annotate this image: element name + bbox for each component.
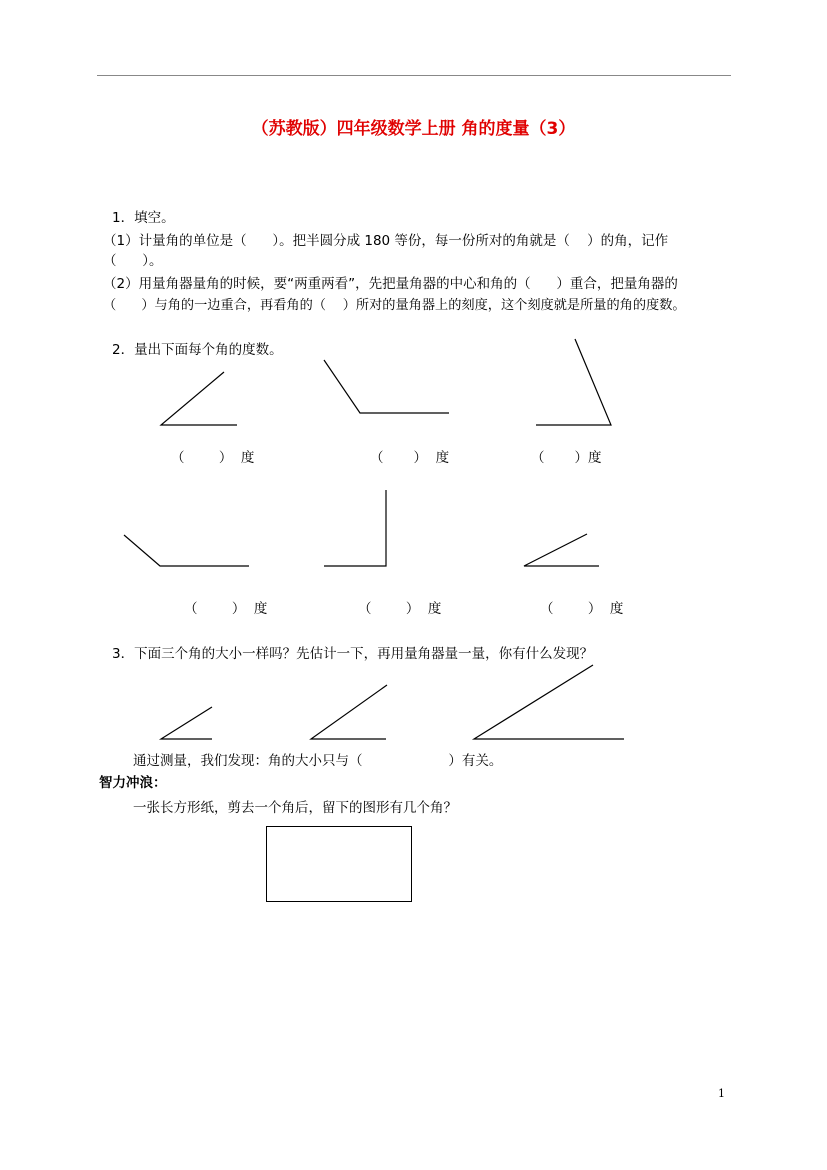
page-number: 1 — [718, 1087, 725, 1100]
q1-part2-line1: （2）用量角器量角的时候，要“两重两看”，先把量角器的中心和角的（ ）重合，把量角器的 — [103, 276, 678, 292]
answer-1: （ ） 度 — [171, 450, 255, 466]
page-title: （苏教版）四年级数学上册 角的度量（3） — [251, 119, 576, 139]
q1-heading: 1．填空。 — [112, 210, 175, 226]
bonus-heading: 智力冲浪： — [99, 775, 167, 791]
angle-5 — [324, 490, 386, 566]
angle-6 — [524, 534, 599, 566]
angle-small — [161, 707, 212, 739]
angle-2 — [324, 360, 449, 413]
q1-part2-line2: （ ）与角的一边重合，再看角的（ ）所对的量角器上的刻度，这个刻度就是所量的角的度数。 — [103, 298, 686, 313]
answer-6: （ ） 度 — [540, 601, 624, 617]
q3-heading: 3．下面三个角的大小一样吗？先估计一下，再用量角器量一量，你有什么发现？ — [112, 646, 594, 662]
answer-3: （ ）度 — [531, 450, 602, 466]
q1-part1-line2: （ ）。 — [103, 253, 163, 269]
angle-1 — [161, 372, 237, 425]
q1-part1-line1: （1）计量角的单位是（ ）。把半圆分成 180 等份，每一份所对的角就是（ ）的角，记作 — [103, 233, 669, 249]
answer-4: （ ） 度 — [184, 601, 268, 617]
angle-4 — [124, 535, 249, 566]
angle-3 — [536, 339, 611, 425]
bonus-question: 一张长方形纸，剪去一个角后，留下的图形有几个角？ — [133, 800, 457, 816]
answer-2: （ ） 度 — [370, 450, 450, 466]
q2-heading: 2．量出下面每个角的度数。 — [112, 342, 283, 358]
angle-medium — [311, 685, 387, 739]
q3-finding: 通过测量，我们发现：角的大小只与（ ）有关。 — [133, 753, 503, 769]
answer-5: （ ） 度 — [358, 601, 442, 617]
angle-large — [474, 665, 624, 739]
rectangle-figure — [266, 826, 412, 902]
